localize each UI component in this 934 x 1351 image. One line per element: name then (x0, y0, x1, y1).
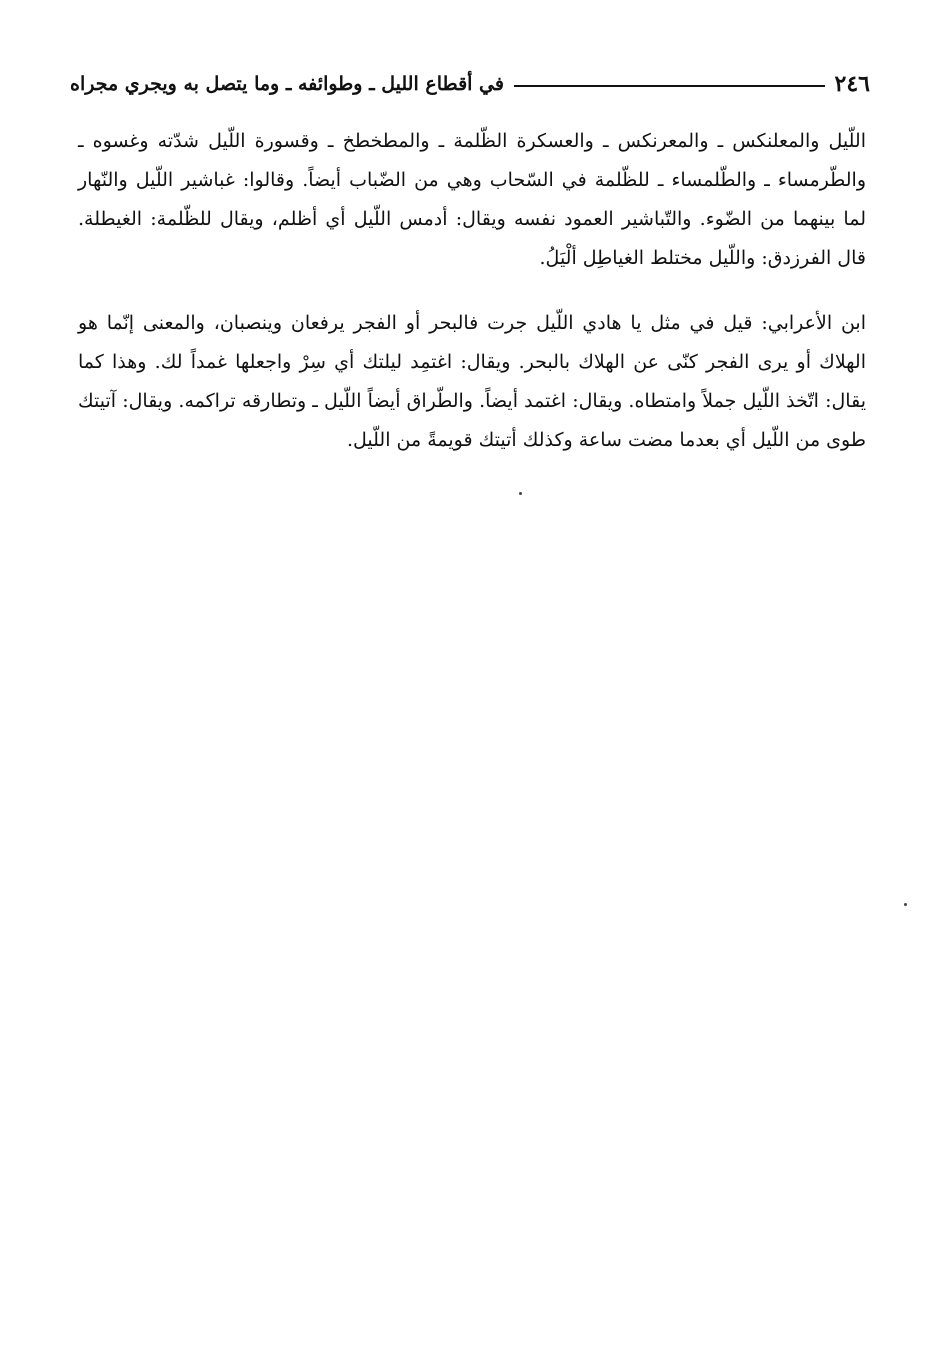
running-title: في أقطاع الليل ـ وطوائفه ـ وما يتصل به ويجري مجراه (70, 73, 504, 95)
scan-speck (519, 492, 522, 495)
running-header (70, 64, 870, 104)
body-text (78, 122, 866, 460)
paragraph: اللّيل والمعلنكس ـ والمعرنكس ـ والعسكرة الظّلمة ـ والمطخطخ ـ وقسورة اللّيل شدّته وغسوه ـ والطّرمساء ـ والطّلمساء ـ للظّلمة في السّحاب وهي من الضّباب أيضاً. وقالوا: غباشير اللّيل والنّهار لما بينهما من الضّوء. والتّباشير العمود نفسه ويقال: أدمس اللّيل أي أظلم، ويقال للظّلمة: الغيطلة. قال الفرزدق: واللّيل مختلط الغياطِل ألْيَلُ. (78, 130, 866, 269)
scan-speck (904, 903, 907, 906)
paragraph: ابن الأعرابي: قيل في مثل يا هادي اللّيل جرت فالبحر أو الفجر يرفعان وينصبان، والمعنى إنّما هو الهلاك أو يرى الفجر كنّى عن الهلاك بالبحر. ويقال: اغتمِد ليلتك أي سِرْ واجعلها غمداً لك. وهذا كما يقال: اتّخذ اللّيل جملاً وامتطاه. ويقال: اغتمد أيضاً. والطّراق أيضاً اللّيل ـ وتطارقه تراكمه. ويقال: آتيتك طوى من اللّيل أي بعدما مضت ساعة وكذلك أتيتك قويمةً من اللّيل. (78, 312, 866, 451)
page-number: ٢٤٦ (834, 71, 870, 97)
header-rule (514, 85, 825, 87)
